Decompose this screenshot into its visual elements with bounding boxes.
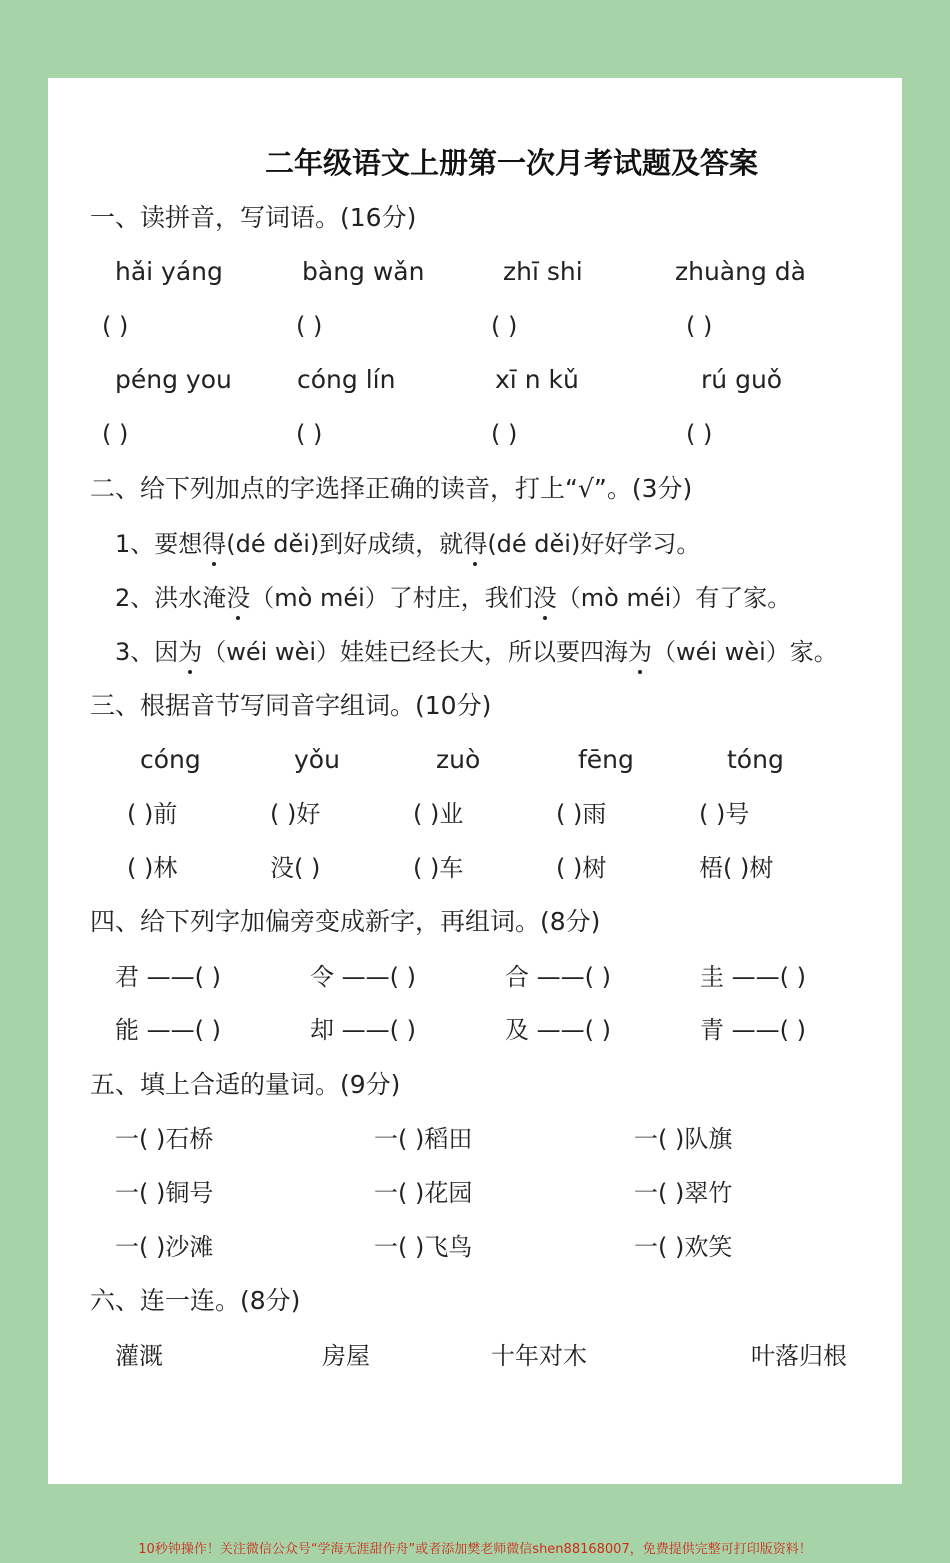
match-word: 叶落归根 [751,1342,847,1370]
section-2-heading: 二、给下列加点的字选择正确的读音，打上“√”。(3分) [90,474,693,503]
match-word: 十年对木 [491,1342,587,1370]
measure-word-item: 一( )稻田 [374,1125,473,1153]
exam-paper [48,78,902,1484]
radical-item: 合 ——( ) [505,963,611,991]
question-line [115,529,700,559]
pinyin-item: zhuàng dà [675,257,806,286]
question-text: （mò méi）了村庄，我们 [250,584,533,612]
fill-item: ( )号 [699,800,750,828]
pinyin-item: bàng wǎn [302,257,425,286]
pinyin-item: péng you [115,365,232,394]
radical-item: 及 ——( ) [505,1016,611,1044]
dotted-char: 为 [628,638,653,666]
dotted-char: 没 [532,584,557,612]
answer-blank: ( ) [296,420,323,448]
radical-item: 令 ——( ) [310,963,416,991]
answer-blank: ( ) [102,420,129,448]
pinyin-item: xī n kǔ [495,365,579,394]
measure-word-item: 一( )欢笑 [634,1233,733,1261]
question-text: （wéi wèi）娃娃已经长大，所以要四海 [202,638,629,666]
measure-word-item: 一( )沙滩 [115,1233,214,1261]
answer-blank: ( ) [686,312,713,340]
question-text: （mò méi）有了家。 [556,584,792,612]
section-1-heading: 一、读拼音，写词语。(16分) [90,203,417,232]
measure-word-item: 一( )花园 [374,1179,473,1207]
pinyin-item: yǒu [294,745,340,774]
dotted-char: 没 [226,584,251,612]
radical-item: 却 ——( ) [310,1016,416,1044]
question-line [115,637,838,667]
match-word: 房屋 [322,1342,370,1370]
radical-item: 青 ——( ) [700,1016,806,1044]
question-line [115,583,791,613]
section-6-heading: 六、连一连。(8分) [90,1286,301,1315]
pinyin-item: tóng [727,745,784,774]
fill-item: 梧( )树 [699,854,774,882]
fill-item: ( )前 [127,800,178,828]
pinyin-item: hǎi yáng [115,257,223,286]
fill-item: ( )好 [270,800,321,828]
pinyin-item: rú guǒ [701,365,783,394]
pinyin-item: zuò [436,745,481,774]
question-text: 1、要想 [115,530,203,558]
answer-blank: ( ) [491,312,518,340]
fill-item: ( )业 [413,800,464,828]
footer-notice: 10秒钟操作！关注微信公众号“学海无涯甜作舟”或者添加樊老师微信shen88168007，免费提供完整可打印版资料！ [138,1542,812,1557]
question-text: （wéi wèi）家。 [652,638,838,666]
answer-blank: ( ) [296,312,323,340]
question-text: (dé děi)好好学习。 [487,530,701,558]
question-text: 2、洪水淹 [115,584,227,612]
radical-item: 能 ——( ) [115,1016,221,1044]
fill-item: ( )雨 [556,800,607,828]
dotted-char: 得 [202,530,227,558]
measure-word-item: 一( )翠竹 [634,1179,733,1207]
question-text: (dé děi)到好成绩，就 [226,530,464,558]
measure-word-item: 一( )队旗 [634,1125,733,1153]
dotted-char: 得 [463,530,488,558]
pinyin-item: fēng [578,745,634,774]
pinyin-item: zhī shi [503,257,583,286]
fill-item: ( )林 [127,854,178,882]
pinyin-item: cóng [140,745,201,774]
answer-blank: ( ) [491,420,518,448]
radical-item: 君 ——( ) [115,963,221,991]
dotted-char: 为 [178,638,203,666]
match-word: 灌溉 [115,1342,163,1370]
measure-word-item: 一( )铜号 [115,1179,214,1207]
radical-item: 圭 ——( ) [700,963,806,991]
answer-blank: ( ) [686,420,713,448]
section-5-heading: 五、填上合适的量词。(9分) [90,1070,401,1099]
pinyin-item: cóng lín [297,365,396,394]
measure-word-item: 一( )飞鸟 [374,1233,473,1261]
section-3-heading: 三、根据音节写同音字组词。(10分) [90,691,492,720]
question-text: 3、因 [115,638,179,666]
section-4-heading: 四、给下列字加偏旁变成新字，再组词。(8分) [90,907,601,936]
answer-blank: ( ) [102,312,129,340]
page-title: 二年级语文上册第一次月考试题及答案 [265,146,759,180]
fill-item: ( )树 [556,854,607,882]
measure-word-item: 一( )石桥 [115,1125,214,1153]
fill-item: ( )车 [413,854,464,882]
fill-item: 没( ) [270,854,321,882]
